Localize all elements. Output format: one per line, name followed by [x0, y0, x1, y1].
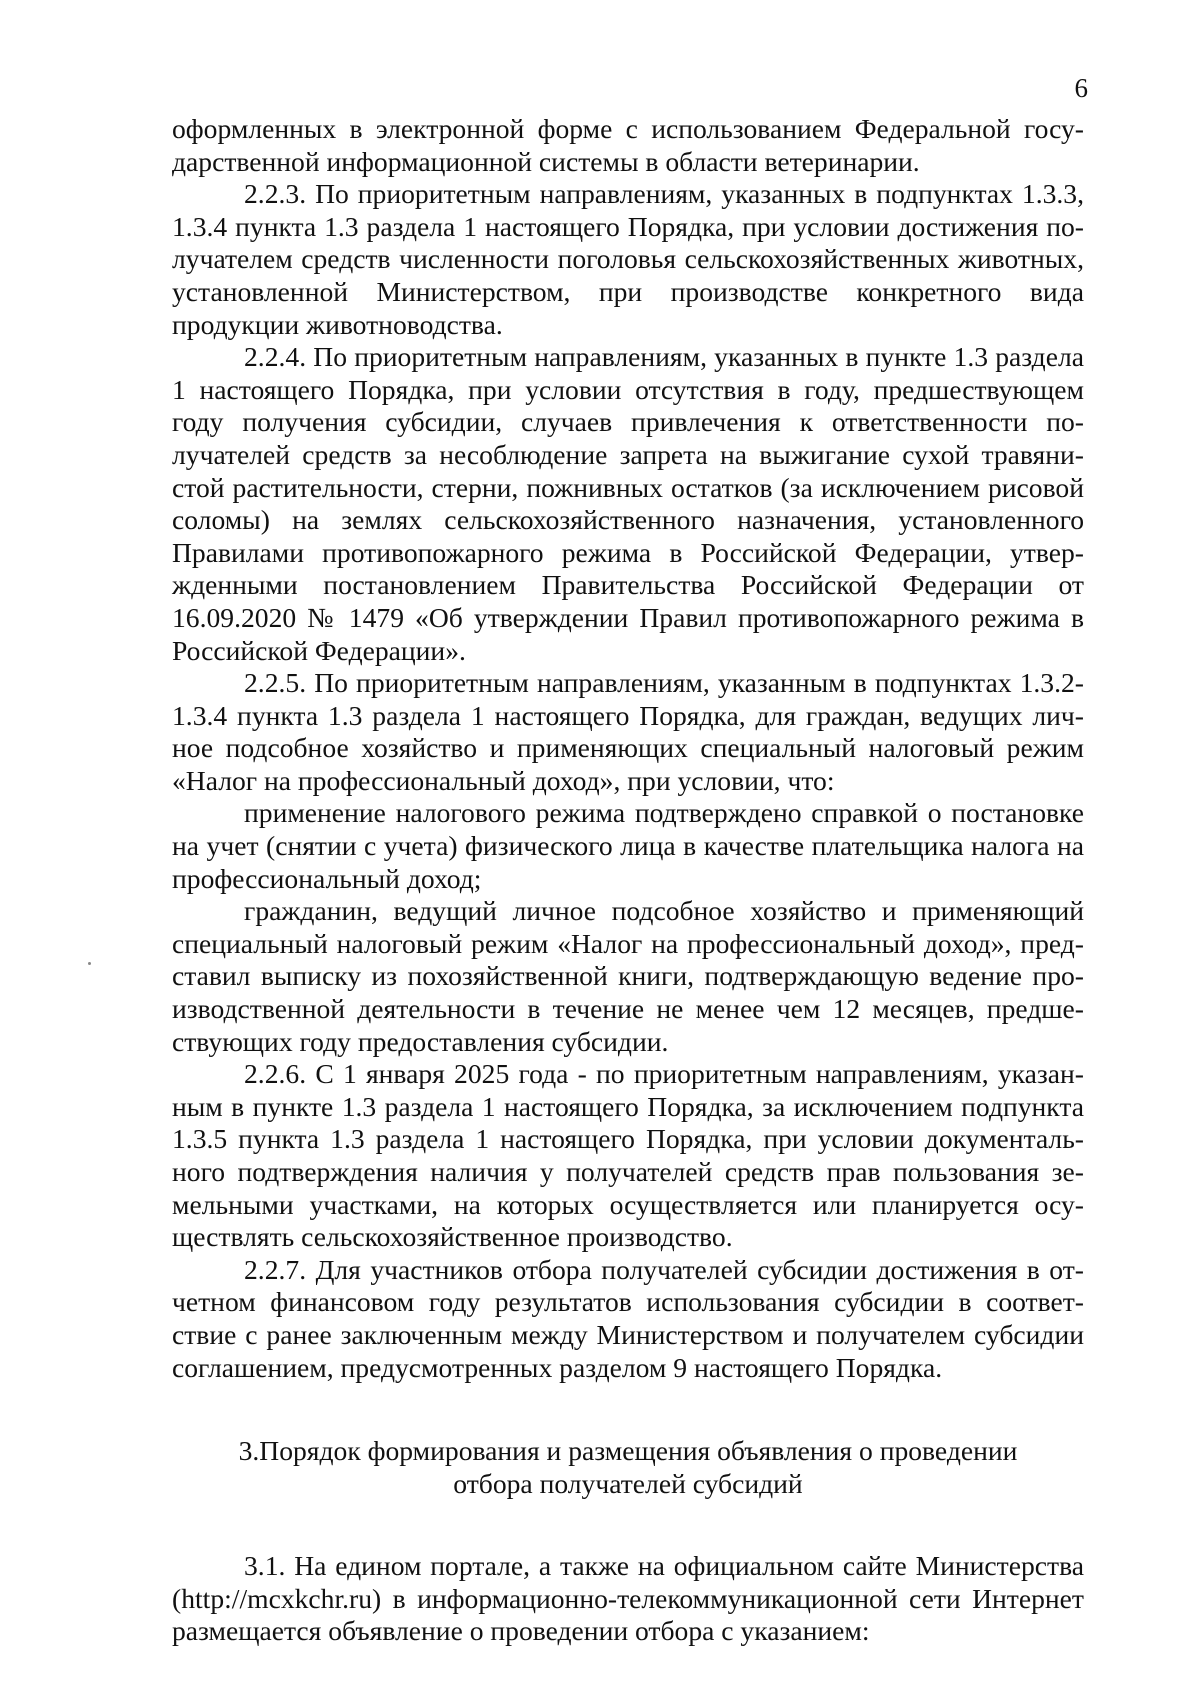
section-3-heading-line-2: отбора получателей субсидий	[453, 1468, 803, 1500]
paragraph-2-2-6: 2.2.6. С 1 января 2025 года - по приоритетным направлениям, указанным в пункте 1.3 раздела 1 настоящего Порядка, за исключением подпункта 1.3.5 пункта 1.3 раздела 1 настоящего Порядка, при условии документального подтверждения наличия у получателей средств прав пользования земельными участками, на которых осуществляется или планируется осуществлять сельскохозяйственное производство.	[172, 1058, 1084, 1253]
paragraph-continuation: оформленных в электронной форме с использованием Федеральной государственной информационной системы в области ветеринарии.	[172, 113, 1084, 177]
section-3-heading	[172, 1434, 1084, 1500]
paragraph-2-2-5-condition-a: применение налогового режима подтверждено справкой о постановке на учет (снятии с учета) физического лица в качестве плательщика налога на профессиональный доход;	[172, 797, 1084, 894]
paragraph-2-2-3: 2.2.3. По приоритетным направлениям, указанных в подпунктах 1.3.3, 1.3.4 пункта 1.3 раздела 1 настоящего Порядка, при условии достижения получателем средств численности поголовья сельскохозяйственных животных, установленной Министерством, при производстве конкретного вида продукции животноводства.	[172, 178, 1084, 340]
scan-speck	[88, 962, 91, 965]
paragraph-2-2-5: 2.2.5. По приоритетным направлениям, указанным в подпунктах 1.3.2-1.3.4 пункта 1.3 раздела 1 настоящего Порядка, для граждан, ведущих личное подсобное хозяйство и применяющих специальный налоговый режим «Налог на профессиональный доход», при условии, что:	[172, 667, 1084, 796]
paragraph-2-2-5-condition-b: гражданин, ведущий личное подсобное хозяйство и применяющий специальный налоговый режим «Налог на профессиональный доход», представил выписку из похозяйственной книги, подтверждающую ведение производственной деятельности в течение не менее чем 12 месяцев, предшествующих году предоставления субсидии.	[172, 895, 1084, 1057]
page-number: 6	[1074, 73, 1088, 103]
section-3-heading-line-1: 3.Порядок формирования и размещения объявления о проведении	[238, 1435, 1018, 1467]
document-body	[172, 113, 1084, 1648]
paragraph-2-2-7: 2.2.7. Для участников отбора получателей субсидии достижения в отчетном финансовом году результатов использования субсидии в соответствие с ранее заключенным между Министерством и получателем субсидии соглашением, предусмотренных разделом 9 настоящего Порядка.	[172, 1253, 1084, 1383]
paragraph-2-2-4: 2.2.4. По приоритетным направлениям, указанных в пункте 1.3 раздела 1 настоящего Порядка, при условии отсутствия в году, предшествующем году получения субсидии, случаев привлечения к ответственности получателей средств за несоблюдение запрета на выжигание сухой травянистой растительности, стерни, пожнивных остатков (за исключением рисовой соломы) на землях сельскохозяйственного назначения, установленного Правилами противопожарного режима в Российской Федерации, утвержденными постановлением Правительства Российской Федерации от 16.09.2020 № 1479 «Об утверждении Правил противопожарного режима в Российской Федерации».	[172, 341, 1084, 666]
paragraph-3-1: 3.1. На едином портале, а также на официальном сайте Министерства (http://mcxkchr.ru) в информационно-телекоммуникационной сети Интернет размещается объявление о проведении отбора с указанием:	[172, 1550, 1084, 1647]
